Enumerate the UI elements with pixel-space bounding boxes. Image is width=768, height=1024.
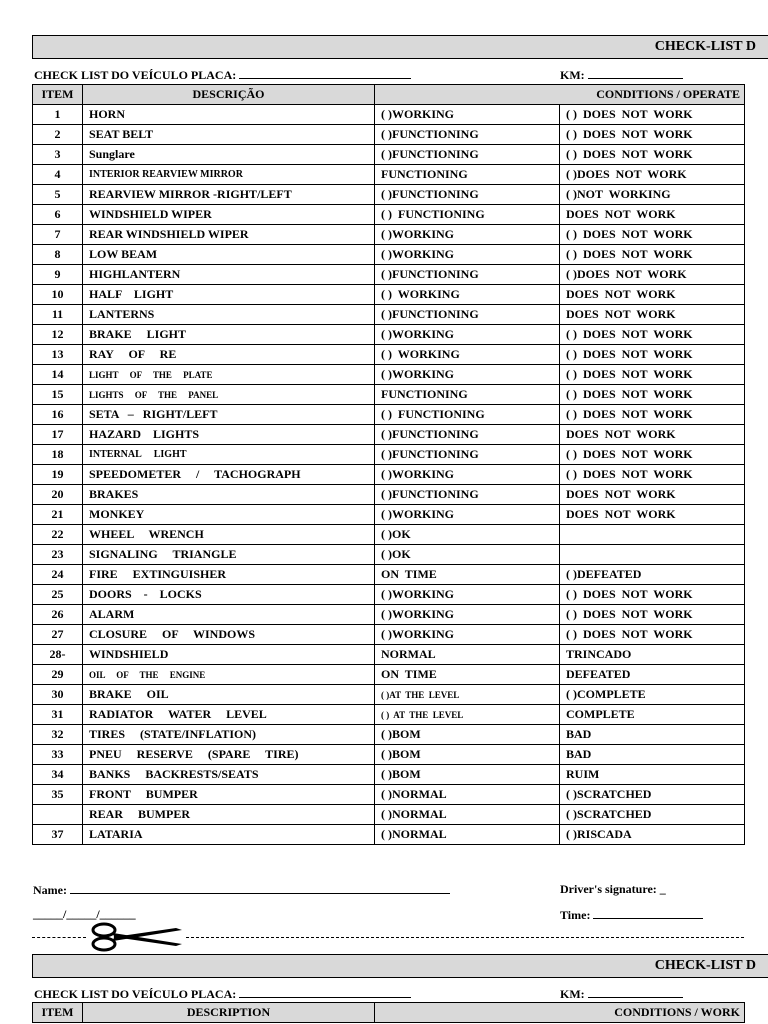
row-description: RAY OF RE [83, 345, 375, 365]
row-description: WHEEL WRENCH [83, 525, 375, 545]
row-condition-fail[interactable]: ( ) DOES NOT WORK [560, 625, 745, 645]
row-condition-fail[interactable]: COMPLETE [560, 705, 745, 725]
table-row [33, 245, 745, 265]
row-condition-ok[interactable]: ( )NORMAL [375, 805, 560, 825]
row-description: REAR WINDSHIELD WIPER [83, 225, 375, 245]
time-line [560, 907, 703, 923]
table-row [33, 505, 745, 525]
row-item-number: 15 [33, 385, 83, 405]
row-item-number: 35 [33, 785, 83, 805]
row-condition-fail[interactable]: ( ) DOES NOT WORK [560, 325, 745, 345]
row-item-number: 13 [33, 345, 83, 365]
row-condition-ok[interactable]: NORMAL [375, 645, 560, 665]
table-row [33, 825, 745, 845]
row-item-number: 9 [33, 265, 83, 285]
time-label: Time: [560, 908, 591, 922]
row-description: PNEU RESERVE (SPARE TIRE) [83, 745, 375, 765]
table-row [33, 525, 745, 545]
row-item-number: 2 [33, 125, 83, 145]
signature-label: Driver's signature: _ [560, 882, 666, 896]
checklist-table [32, 84, 745, 845]
row-condition-ok[interactable]: ( )WORKING [375, 105, 560, 125]
table-row [33, 765, 745, 785]
table-row [33, 785, 745, 805]
row-condition-ok[interactable]: ( )FUNCTIONING [375, 425, 560, 445]
row-description: HAZARD LIGHTS [83, 425, 375, 445]
row-condition-fail[interactable]: ( )DOES NOT WORK [560, 165, 745, 185]
row-item-number: 18 [33, 445, 83, 465]
plate-line [34, 67, 411, 83]
table-row [33, 645, 745, 665]
row-item-number: 19 [33, 465, 83, 485]
table-row [33, 585, 745, 605]
row-description: DOORS - LOCKS [83, 585, 375, 605]
row-item-number: 1 [33, 105, 83, 125]
cut-line-left [32, 937, 86, 938]
row-condition-ok[interactable]: ( )WORKING [375, 245, 560, 265]
table-row [33, 225, 745, 245]
table-row [33, 365, 745, 385]
row-description: SPEEDOMETER / TACHOGRAPH [83, 465, 375, 485]
row-description: LOW BEAM [83, 245, 375, 265]
row-condition-ok[interactable]: ( ) FUNCTIONING [375, 405, 560, 425]
row-item-number: 8 [33, 245, 83, 265]
row-description: BRAKE OIL [83, 685, 375, 705]
row-condition-fail[interactable]: ( ) DOES NOT WORK [560, 145, 745, 165]
row-description: WINDSHIELD WIPER [83, 205, 375, 225]
row-description: HIGHLANTERN [83, 265, 375, 285]
row-description: LANTERNS [83, 305, 375, 325]
row-condition-fail[interactable]: RUIM [560, 765, 745, 785]
date-line[interactable]: _____/_____/______ [33, 907, 136, 921]
row-description: WINDSHIELD [83, 645, 375, 665]
row-description: REARVIEW MIRROR -RIGHT/LEFT [83, 185, 375, 205]
table-row [33, 625, 745, 645]
row-condition-ok[interactable]: ( )BOM [375, 725, 560, 745]
table-row [33, 725, 745, 745]
scissors-icon [88, 922, 184, 952]
row-condition-fail[interactable]: ( ) DOES NOT WORK [560, 605, 745, 625]
row-condition-ok[interactable]: ( )OK [375, 545, 560, 565]
form2-header-item: ITEM [33, 1003, 83, 1023]
row-description: HORN [83, 105, 375, 125]
header-description: DESCRIÇÃO [83, 85, 375, 105]
table-row [33, 665, 745, 685]
row-description: Sunglare [83, 145, 375, 165]
table-row [33, 285, 745, 305]
row-condition-fail[interactable]: BAD [560, 725, 745, 745]
row-condition-ok[interactable]: ( )FUNCTIONING [375, 445, 560, 465]
row-condition-ok[interactable]: ( )NORMAL [375, 785, 560, 805]
table-row [33, 685, 745, 705]
form2-header-description: DESCRIPTION [83, 1003, 375, 1023]
row-condition-ok[interactable]: ( )FUNCTIONING [375, 185, 560, 205]
table-row [33, 565, 745, 585]
row-condition-fail[interactable]: ( )COMPLETE [560, 685, 745, 705]
row-condition-ok[interactable]: ( )WORKING [375, 585, 560, 605]
row-condition-fail[interactable]: ( )SCRATCHED [560, 785, 745, 805]
row-description: BRAKES [83, 485, 375, 505]
table-row [33, 745, 745, 765]
row-item-number: 30 [33, 685, 83, 705]
signature-line [560, 882, 666, 897]
row-item-number: 11 [33, 305, 83, 325]
form2-checklist-table [32, 1002, 745, 1023]
form2-km-field[interactable] [588, 986, 683, 998]
table-row [33, 105, 745, 125]
row-condition-fail[interactable]: DOES NOT WORK [560, 485, 745, 505]
row-condition-fail[interactable]: ( ) DOES NOT WORK [560, 585, 745, 605]
row-condition-ok[interactable]: ( )WORKING [375, 465, 560, 485]
row-item-number: 21 [33, 505, 83, 525]
name-line [33, 882, 450, 898]
row-item-number: 12 [33, 325, 83, 345]
row-item-number: 16 [33, 405, 83, 425]
name-label: Name: [33, 883, 67, 897]
row-condition-fail[interactable]: ( )DEFEATED [560, 565, 745, 585]
row-item-number: 25 [33, 585, 83, 605]
row-condition-fail[interactable]: DOES NOT WORK [560, 205, 745, 225]
row-description: SEAT BELT [83, 125, 375, 145]
table-row [33, 805, 745, 825]
row-condition-ok[interactable]: ( ) WORKING [375, 285, 560, 305]
table-row [33, 165, 745, 185]
row-condition-ok[interactable]: ( ) FUNCTIONING [375, 205, 560, 225]
table-row [33, 185, 745, 205]
table-row [33, 485, 745, 505]
cut-line-right [186, 937, 744, 938]
row-item-number: 26 [33, 605, 83, 625]
header-conditions: CONDITIONS / OPERATE [375, 85, 745, 105]
row-description: BRAKE LIGHT [83, 325, 375, 345]
form2-plate-field[interactable] [239, 986, 411, 998]
table-row [33, 265, 745, 285]
row-condition-ok[interactable]: ( )FUNCTIONING [375, 145, 560, 165]
table-row [33, 145, 745, 165]
row-description: LATARIA [83, 825, 375, 845]
row-description: SETA – RIGHT/LEFT [83, 405, 375, 425]
row-description: BANKS BACKRESTS/SEATS [83, 765, 375, 785]
km-field[interactable] [588, 67, 683, 79]
row-item-number: 5 [33, 185, 83, 205]
row-condition-ok[interactable]: ( )WORKING [375, 365, 560, 385]
row-condition-ok[interactable]: ( )WORKING [375, 625, 560, 645]
row-item-number [33, 805, 83, 825]
name-field[interactable] [70, 882, 450, 894]
row-condition-ok[interactable]: ( )NORMAL [375, 825, 560, 845]
row-condition-fail[interactable] [560, 545, 745, 565]
row-description: CLOSURE OF WINDOWS [83, 625, 375, 645]
row-condition-ok[interactable]: ( )AT THE LEVEL [375, 685, 560, 705]
row-item-number: 6 [33, 205, 83, 225]
form2-header-conditions: CONDITIONS / WORK [375, 1003, 745, 1023]
row-condition-fail[interactable]: ( ) DOES NOT WORK [560, 225, 745, 245]
row-condition-ok[interactable]: FUNCTIONING [375, 385, 560, 405]
row-description: OIL OF THE ENGINE [83, 665, 375, 685]
km-line [560, 67, 683, 83]
row-condition-fail[interactable]: DEFEATED [560, 665, 745, 685]
row-item-number: 32 [33, 725, 83, 745]
form2-km-label: KM: [560, 987, 585, 1001]
row-condition-fail[interactable] [560, 525, 745, 545]
row-description: REAR BUMPER [83, 805, 375, 825]
form2-title-bar [32, 954, 768, 978]
row-condition-fail[interactable]: ( )DOES NOT WORK [560, 265, 745, 285]
table-row [33, 325, 745, 345]
row-condition-ok[interactable]: ON TIME [375, 565, 560, 585]
row-condition-ok[interactable]: ( )BOM [375, 745, 560, 765]
time-field[interactable] [593, 907, 703, 919]
row-item-number: 10 [33, 285, 83, 305]
row-condition-fail[interactable]: DOES NOT WORK [560, 425, 745, 445]
row-condition-ok[interactable]: ( )OK [375, 525, 560, 545]
row-item-number: 17 [33, 425, 83, 445]
table-row [33, 385, 745, 405]
row-condition-ok[interactable]: ( ) WORKING [375, 345, 560, 365]
row-description: TIRES (STATE/INFLATION) [83, 725, 375, 745]
row-condition-ok[interactable]: ( )FUNCTIONING [375, 265, 560, 285]
row-condition-fail[interactable]: ( )NOT WORKING [560, 185, 745, 205]
row-condition-fail[interactable]: DOES NOT WORK [560, 305, 745, 325]
row-item-number: 28- [33, 645, 83, 665]
row-description: INTERIOR REARVIEW MIRROR [83, 165, 375, 185]
row-condition-ok[interactable]: FUNCTIONING [375, 165, 560, 185]
table-row [33, 305, 745, 325]
row-condition-ok[interactable]: ( )WORKING [375, 325, 560, 345]
row-item-number: 3 [33, 145, 83, 165]
row-item-number: 20 [33, 485, 83, 505]
table-row [33, 605, 745, 625]
row-condition-ok[interactable]: ( )WORKING [375, 505, 560, 525]
table-row [33, 545, 745, 565]
row-item-number: 33 [33, 745, 83, 765]
row-item-number: 37 [33, 825, 83, 845]
row-condition-fail[interactable]: TRINCADO [560, 645, 745, 665]
row-description: HALF LIGHT [83, 285, 375, 305]
row-condition-ok[interactable]: ( )WORKING [375, 605, 560, 625]
row-condition-fail[interactable]: ( )RISCADA [560, 825, 745, 845]
form2-plate-label: CHECK LIST DO VEÍCULO PLACA: [34, 987, 237, 1001]
plate-field[interactable] [239, 67, 411, 79]
row-condition-fail[interactable]: DOES NOT WORK [560, 505, 745, 525]
row-condition-fail[interactable]: BAD [560, 745, 745, 765]
row-condition-fail[interactable]: ( ) DOES NOT WORK [560, 125, 745, 145]
row-item-number: 24 [33, 565, 83, 585]
row-description: SIGNALING TRIANGLE [83, 545, 375, 565]
row-condition-fail[interactable]: ( ) DOES NOT WORK [560, 465, 745, 485]
row-item-number: 31 [33, 705, 83, 725]
row-item-number: 4 [33, 165, 83, 185]
row-condition-fail[interactable]: ( ) DOES NOT WORK [560, 385, 745, 405]
table-row [33, 405, 745, 425]
row-item-number: 22 [33, 525, 83, 545]
form-title: CHECK-LIST D [654, 39, 756, 54]
row-item-number: 27 [33, 625, 83, 645]
plate-label: CHECK LIST DO VEÍCULO PLACA: [34, 68, 237, 82]
row-condition-ok[interactable]: ON TIME [375, 665, 560, 685]
row-condition-fail[interactable]: ( )SCRATCHED [560, 805, 745, 825]
table-row [33, 205, 745, 225]
row-description: LIGHTS OF THE PANEL [83, 385, 375, 405]
row-description: FIRE EXTINGUISHER [83, 565, 375, 585]
form-title-bar [32, 35, 768, 59]
row-condition-ok[interactable]: ( )FUNCTIONING [375, 125, 560, 145]
row-item-number: 29 [33, 665, 83, 685]
table-row [33, 465, 745, 485]
row-condition-fail[interactable]: ( ) DOES NOT WORK [560, 365, 745, 385]
row-condition-ok[interactable]: ( )WORKING [375, 225, 560, 245]
row-item-number: 7 [33, 225, 83, 245]
row-item-number: 23 [33, 545, 83, 565]
km-label: KM: [560, 68, 585, 82]
row-condition-fail[interactable]: ( ) DOES NOT WORK [560, 405, 745, 425]
table-row [33, 445, 745, 465]
table-row [33, 705, 745, 725]
form2-plate-line [34, 986, 411, 1002]
row-item-number: 14 [33, 365, 83, 385]
form2-title: CHECK-LIST D [654, 958, 756, 973]
form2-km-line [560, 986, 683, 1002]
row-condition-ok[interactable]: ( )FUNCTIONING [375, 305, 560, 325]
row-condition-ok[interactable]: ( ) AT THE LEVEL [375, 705, 560, 725]
table-row [33, 125, 745, 145]
row-condition-fail[interactable]: ( ) DOES NOT WORK [560, 345, 745, 365]
row-condition-fail[interactable]: ( ) DOES NOT WORK [560, 245, 745, 265]
row-description: FRONT BUMPER [83, 785, 375, 805]
row-item-number: 34 [33, 765, 83, 785]
table-row [33, 425, 745, 445]
row-description: ALARM [83, 605, 375, 625]
row-condition-ok[interactable]: ( )BOM [375, 765, 560, 785]
row-condition-fail[interactable]: ( ) DOES NOT WORK [560, 105, 745, 125]
row-condition-fail[interactable]: DOES NOT WORK [560, 285, 745, 305]
row-description: INTERNAL LIGHT [83, 445, 375, 465]
row-description: RADIATOR WATER LEVEL [83, 705, 375, 725]
row-description: LIGHT OF THE PLATE [83, 365, 375, 385]
row-description: MONKEY [83, 505, 375, 525]
header-item: ITEM [33, 85, 83, 105]
table-row [33, 345, 745, 365]
row-condition-fail[interactable]: ( ) DOES NOT WORK [560, 445, 745, 465]
row-condition-ok[interactable]: ( )FUNCTIONING [375, 485, 560, 505]
